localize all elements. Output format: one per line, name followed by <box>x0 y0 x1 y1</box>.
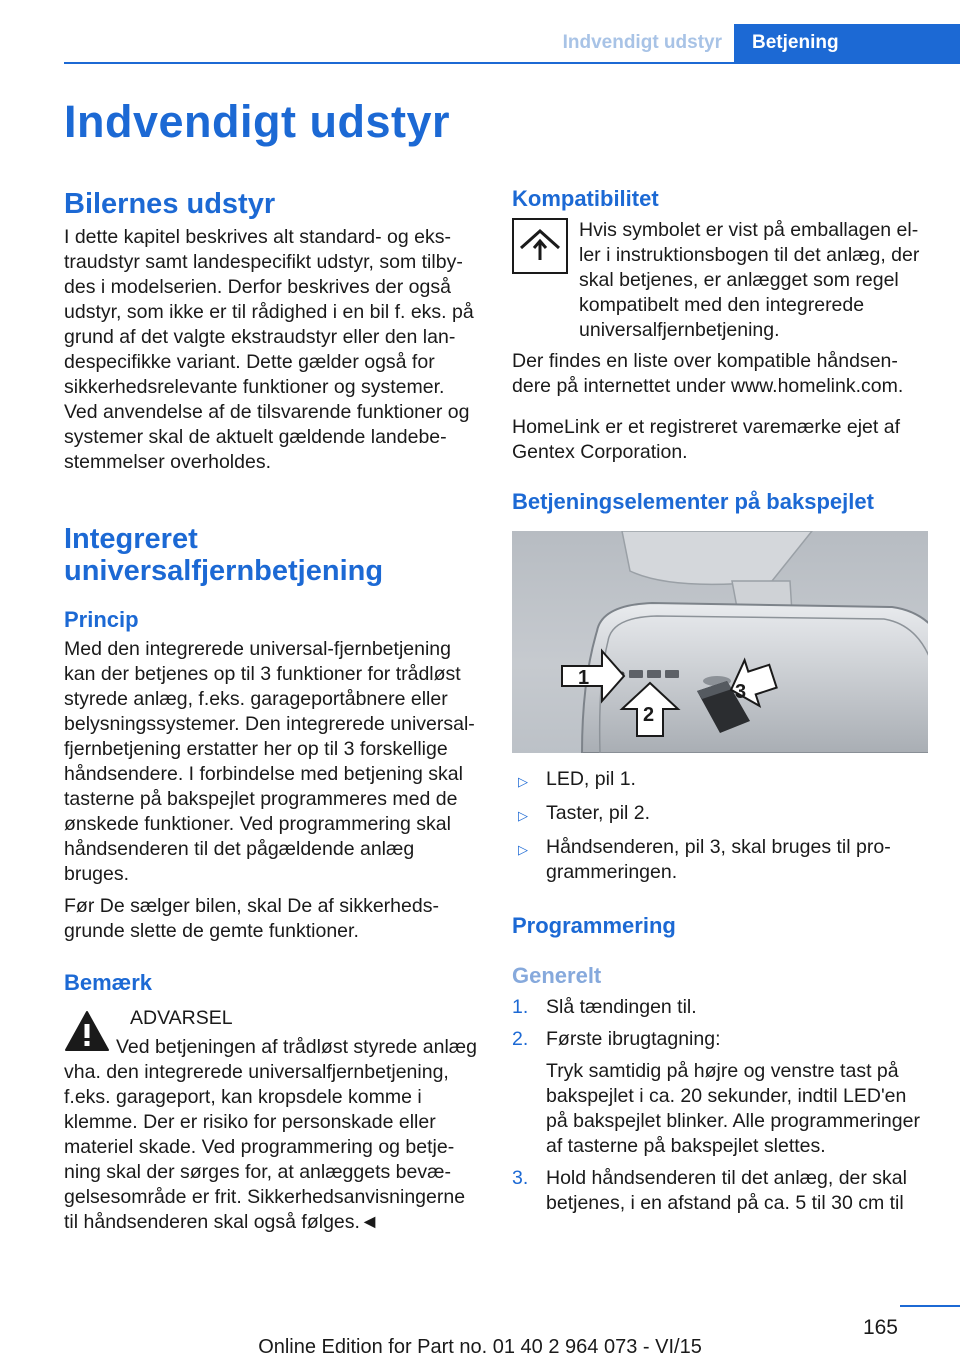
list-item: ▷ Håndsenderen, pil 3, skal bruges til programmeringen. <box>512 835 928 885</box>
paragraph-kompat: Hvis symbolet er vist på emballagen eller i instruktionsbogen til det anlæg, der skal betjenes, er anlægget som regel kompatibelt med den integrerede universalfjernbetjening. <box>579 219 920 341</box>
triangle-bullet-icon: ▷ <box>518 808 528 823</box>
heading-bilernes-udstyr: Bilernes udstyr <box>64 188 276 220</box>
warning-triangle-icon <box>64 1010 110 1052</box>
header-section-title: Indvendigt udstyr <box>562 32 722 53</box>
heading-kompatibilitet: Kompatibilitet <box>512 186 659 211</box>
steps-list <box>512 995 928 1216</box>
step-subtext: Tryk samtidig på højre og venstre tast på bakspejlet i ca. 20 sekunder, indtil LED'en på bakspejlet blinker. Alle programmeringer af tasterne på bakspejlet slettes. <box>546 1060 920 1157</box>
footer-edition: Online Edition for Part no. 01 40 2 964 073 - VI/15 <box>258 1336 702 1358</box>
header-rule <box>64 62 960 64</box>
paragraph-kompat-first <box>579 218 928 343</box>
left-column <box>64 182 480 1235</box>
heading-programmering: Programmering <box>512 913 676 938</box>
figure-label-3: 3 <box>735 681 747 703</box>
mirror-figure <box>512 531 928 753</box>
list-item: 3. Hold håndsenderen til det anlæg, der skal betjenes, i en afstand på ca. 5 til 30 cm til <box>512 1167 907 1214</box>
mirror-illustration <box>512 531 928 753</box>
list-item: ▷ LED, pil 1. <box>512 767 928 794</box>
list-item: 2. Første ibrugtagning: Tryk samtidig på højre og venstre tast på bakspejlet i ca. 20 sekunder, indtil LED'en på bakspejlet blinker. Alle programmeringer af tasterne på bakspejlet slettes. <box>512 1027 928 1159</box>
warning-text: Ved betjeningen af trådløst styrede anlæg vha. den integrerede universalfjernbetjening, f.eks. garageport, kan kropsdele komme i klemme. Der er risiko for personskade eller materiel skade. Ved programmering og betjening skal der sørges for, at anlæggets bevægelsesområde er frit. Sikkerhedsanvisningerne til håndsenderen skal også følges.◄ <box>64 1036 477 1233</box>
triangle-bullet-icon: ▷ <box>518 774 528 789</box>
heading-princip: Princip <box>64 607 139 632</box>
paragraph-udstyr: I dette kapitel beskrives alt standard- og ekstraudstyr samt landespecifikt udstyr, som tilbydes i modelserien. Derfor beskrives der også udstyr, som ikke er til rådighed i en bil f. eks. på grund af det valgte ekstraudstyr eller den landespecifikke variant. Dette gælder også for sikkerhedsrelevante funktioner og systemer. Ved anvendelse af de tilsvarende funktioner og systemer skal de aktuelt gældende landebestemmelser overholdes. <box>64 226 474 473</box>
paragraph-liste: Der findes en liste over kompatible håndsendere på internettet under www.homelink.com. <box>512 350 904 397</box>
triangle-bullet-icon: ▷ <box>518 842 528 857</box>
list-item: 1. Slå tændingen til. <box>512 996 697 1018</box>
bullet-list <box>512 767 928 885</box>
heading-bemaerk: Bemærk <box>64 970 153 995</box>
paragraph-salg: Før De sælger bilen, skal De af sikkerhedsgrunde slette de gemte funktioner. <box>64 895 439 942</box>
footer-rule <box>900 1305 960 1307</box>
figure-label-1: 1 <box>578 667 590 689</box>
page-title: Indvendigt udstyr <box>64 96 451 147</box>
compat-block <box>512 218 928 343</box>
warning-label: ADVARSEL <box>130 1007 233 1029</box>
right-column <box>512 182 928 1223</box>
page-number: 165 <box>862 1316 898 1339</box>
list-item: ▷ Taster, pil 2. <box>512 801 928 828</box>
header-tab-betjening: Betjening <box>734 24 960 62</box>
heading-generelt: Generelt <box>512 963 602 988</box>
heading-integreret: Integreret universalfjernbetjening <box>64 523 384 587</box>
paragraph-homelink: HomeLink er et registreret varemærke ejet af Gentex Corporation. <box>512 416 900 463</box>
figure-label-2: 2 <box>643 704 655 726</box>
heading-betjeningselementer: Betjeningselementer på bakspejlet <box>512 489 874 514</box>
paragraph-princip: Med den integrerede universal-fjernbetjening kan der betjenes op til 3 funktioner for trådløst styrede anlæg, f.eks. garageportåbnere eller belysningssystemer. Den integrerede universal-fjernbetjening erstatter her op til 3 forskellige håndsendere. I forbindelse med betjening skal tasterne på bakspejlet programmeres med de ønskede funktioner. Ved programmering skal håndsenderen til det pågældende anlæg bruges. <box>64 638 475 885</box>
homelink-house-icon <box>512 218 568 274</box>
